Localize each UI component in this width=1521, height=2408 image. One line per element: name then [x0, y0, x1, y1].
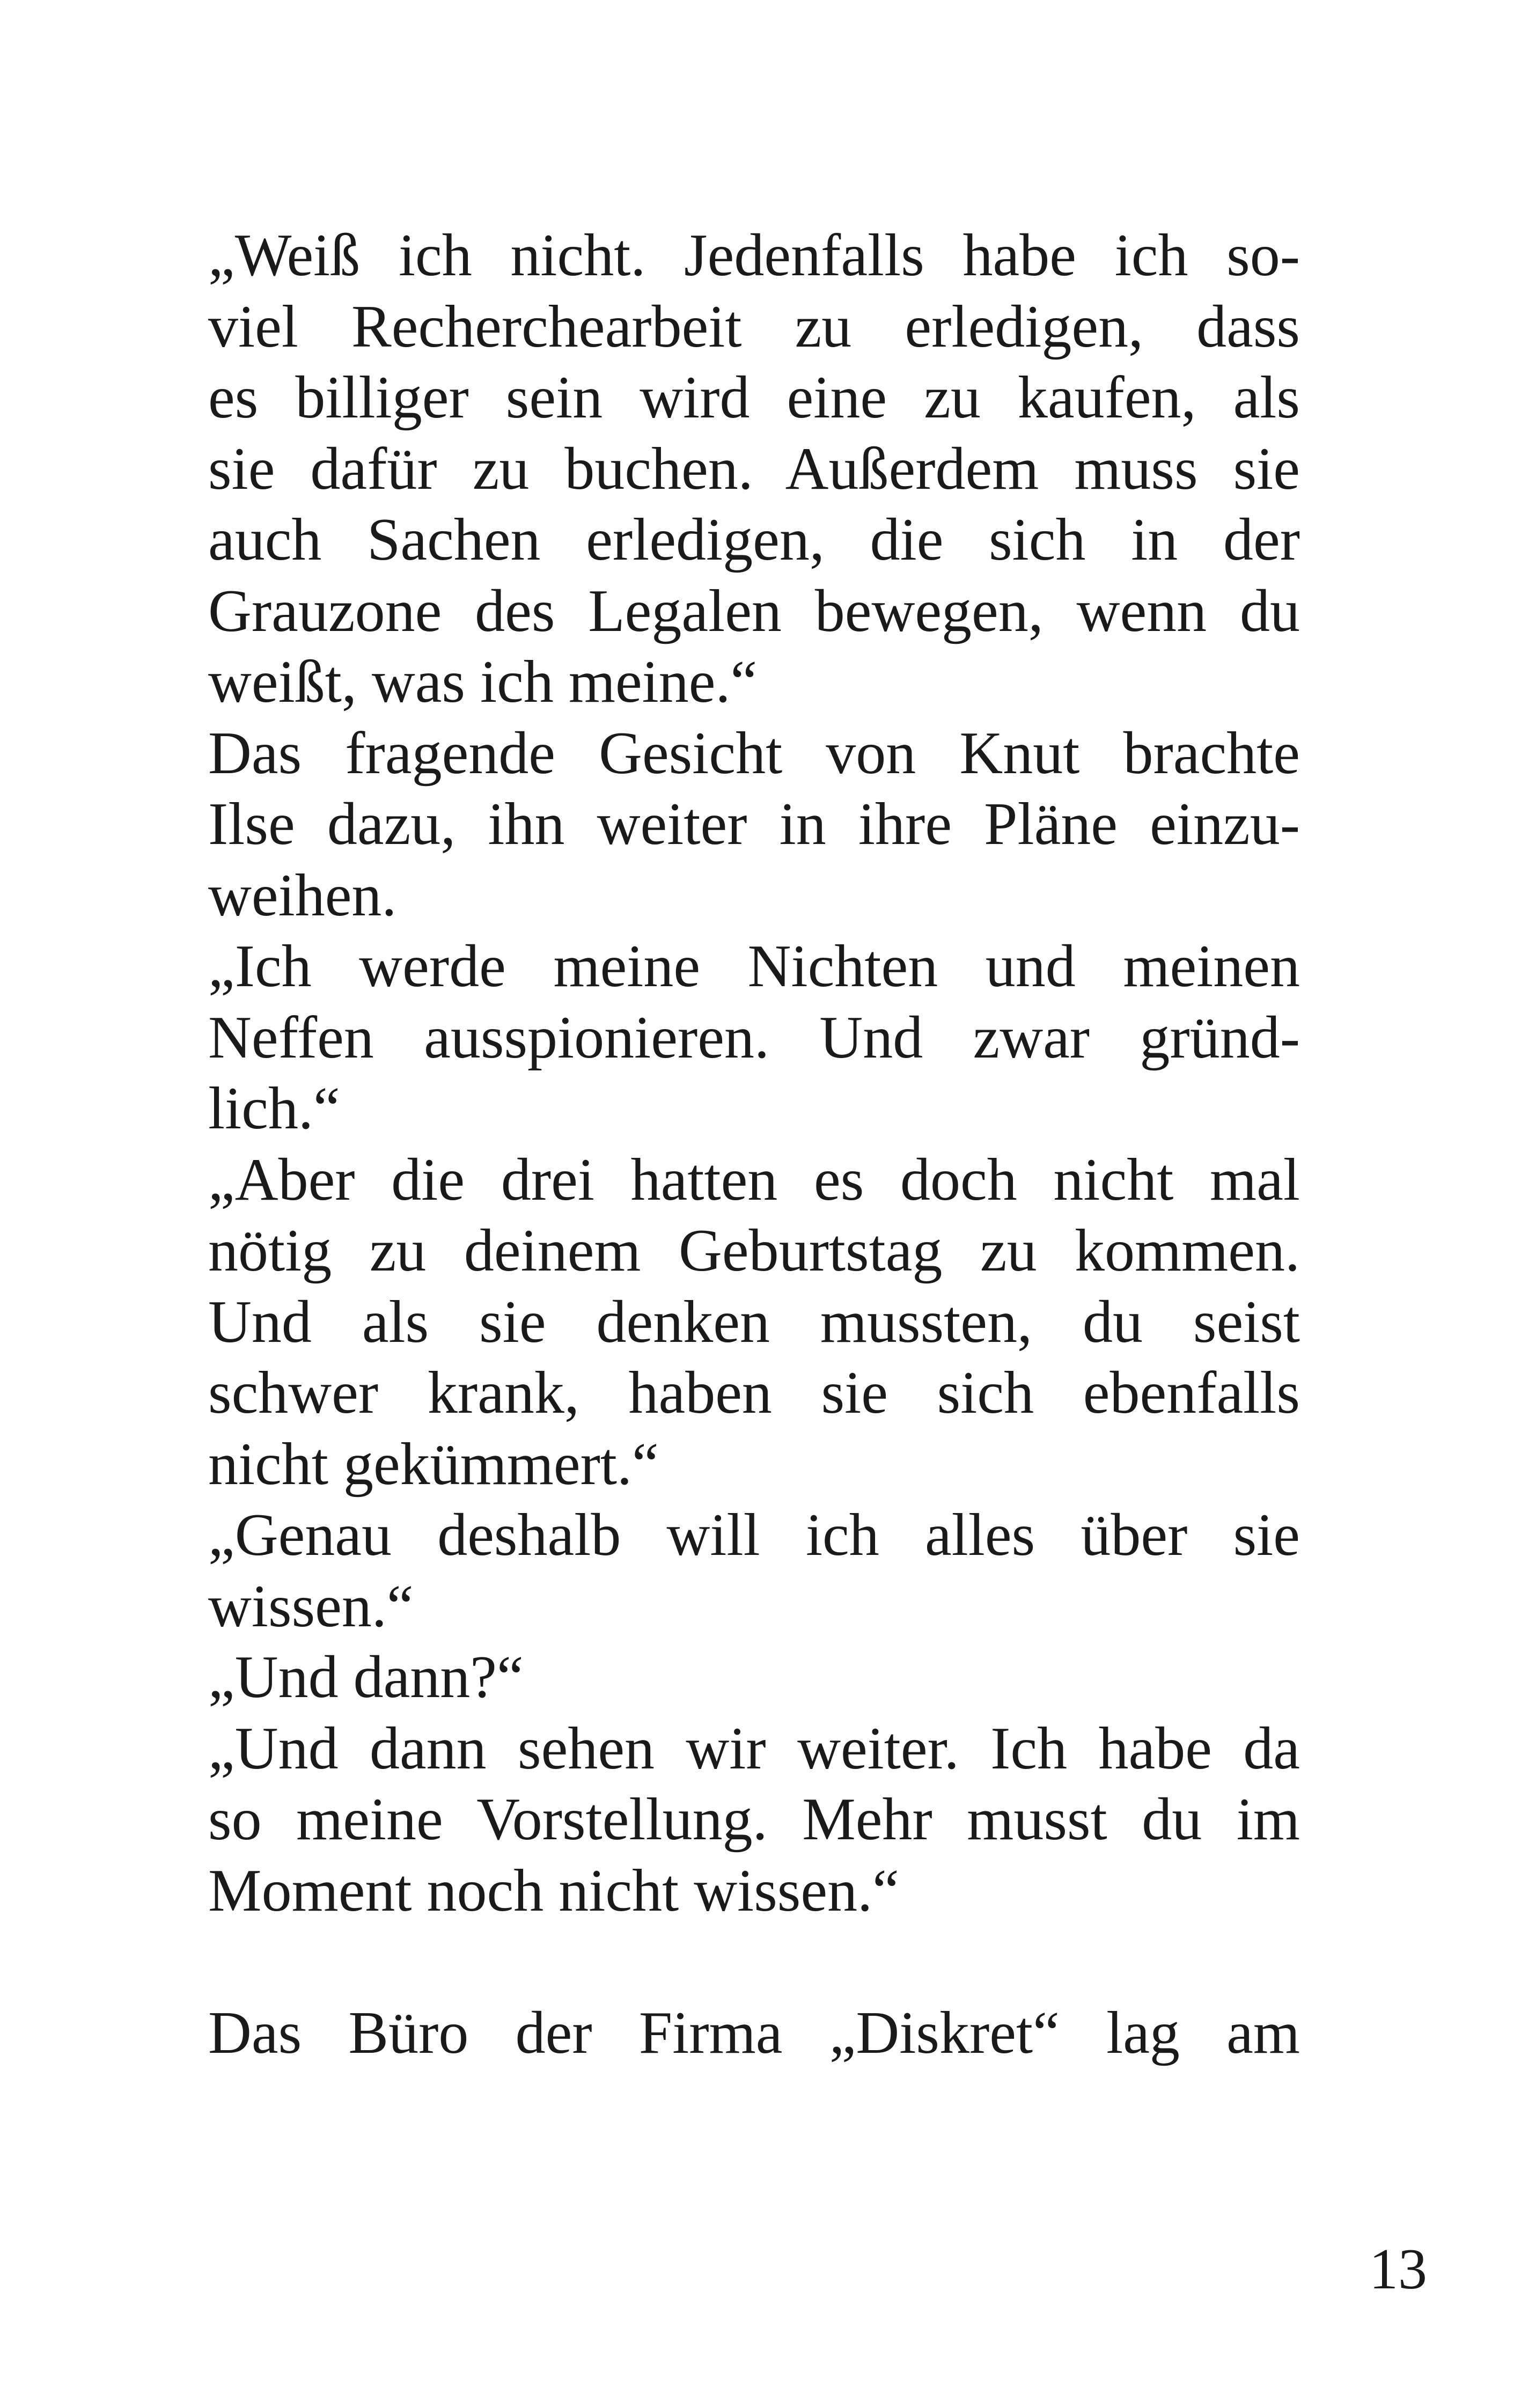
text-line: nötig zu deinem Geburtstag zu kommen. [208, 1217, 1300, 1284]
text-line: wissen.“ [208, 1573, 414, 1640]
text-line: so meine Vorstellung. Mehr musst du im [208, 1786, 1300, 1853]
text-line: sie dafür zu buchen. Außerdem muss sie [208, 435, 1300, 502]
text-line: „Genau deshalb will ich alles über sie [208, 1502, 1300, 1568]
text-line: Das fragende Gesicht von Knut brachte [208, 720, 1300, 787]
text-line: „Und dann?“ [208, 1644, 524, 1710]
text-line: weihen. [208, 862, 397, 929]
text-line: „Und dann sehen wir weiter. Ich habe da [208, 1715, 1300, 1782]
text-line: „Aber die drei hatten es doch nicht mal [208, 1146, 1300, 1213]
text-line: Das Büro der Firma „Diskret“ lag am [208, 1999, 1300, 2066]
text-line: viel Recherchearbeit zu erledigen, dass [208, 293, 1300, 360]
text-line: auch Sachen erledigen, die sich in der [208, 506, 1300, 573]
text-line: „Weiß ich nicht. Jedenfalls habe ich so- [208, 222, 1300, 289]
text-line: Ilse dazu, ihn weiter in ihre Pläne einzu- [208, 791, 1300, 857]
paragraph-gap [208, 1926, 1300, 1998]
text-line: nicht gekümmert.“ [208, 1430, 659, 1497]
text-line: Moment noch nicht wissen.“ [208, 1857, 899, 1924]
text-line: es billiger sein wird eine zu kaufen, als [208, 364, 1300, 431]
text-line: Neffen ausspionieren. Und zwar gründ- [208, 1004, 1300, 1071]
text-line: „Ich werde meine Nichten und meinen [208, 933, 1300, 1000]
text-line: Grauzone des Legalen bewegen, wenn du [208, 577, 1300, 644]
text-line: Und als sie denken mussten, du seist [208, 1288, 1300, 1355]
text-line: lich.“ [208, 1075, 340, 1142]
page-number: 13 [1369, 2237, 1427, 2301]
text-line: weißt, was ich meine.“ [208, 649, 758, 715]
text-line: schwer krank, haben sie sich ebenfalls [208, 1360, 1300, 1426]
body-text [208, 220, 1300, 2068]
